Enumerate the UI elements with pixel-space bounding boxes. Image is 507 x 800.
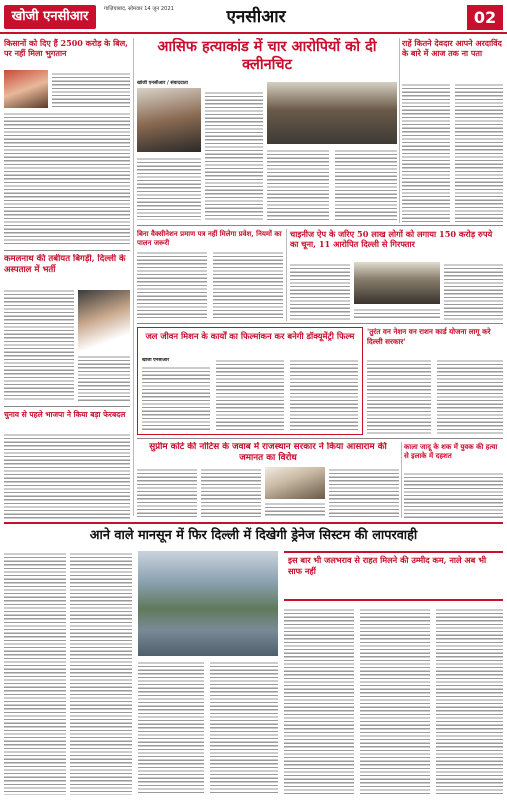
film-body-2 [216, 358, 284, 431]
left-story-3 [4, 410, 130, 520]
film-body-3 [290, 358, 358, 431]
column-rule [133, 38, 134, 516]
bottom-story [4, 527, 503, 797]
bottom-headline: आने वाले मानसून में फिर दिल्ली में दिखेगी ड्रेनेज सिस्टम की लापरवाही [89, 528, 418, 543]
divider [4, 522, 503, 524]
left-story-3-body [4, 432, 130, 520]
left-story-1-body [52, 71, 130, 108]
right-bottom-body [404, 471, 503, 518]
left-story-2-body [4, 288, 74, 402]
divider [137, 438, 503, 439]
court-headline: सुप्रीम कोर्ट की नोटिस के जवाब में राजस्थान सरकार ने किया आसाराम की जमानत का विरोध [149, 442, 387, 463]
left-story-2-photo [78, 290, 130, 350]
lead-photo-group [267, 82, 397, 144]
court-body-photo [265, 501, 325, 517]
right-bottom-story [404, 442, 503, 518]
left-story-1 [4, 38, 130, 248]
film-story [137, 327, 363, 435]
right-top-body-1 [402, 82, 450, 222]
bottom-photo-waterlogging [138, 551, 278, 656]
bottom-body-2 [70, 551, 132, 795]
court-body-1 [137, 467, 197, 517]
lead-body-2 [267, 148, 329, 220]
court-story [137, 442, 399, 518]
bottom-body-3 [284, 607, 354, 795]
left-story-2-headline: कमलनाथ की तबीयत बिगड़ी, दिल्ली के अस्पताल में भर्ती [4, 254, 126, 275]
mid-left-headline: बिना वैक्सीनेशन प्रमाण पत्र नहीं मिलेगा प्रवेश, नियमों का पालन जरूरी [137, 229, 282, 247]
film-headline: जल जीवन मिशन के कार्यों का फिल्मांकन कर बनेगी डॉक्यूमेंट्री फिल्म [145, 331, 355, 341]
right-top-body-2 [455, 82, 503, 222]
left-story-2-body-2 [78, 354, 130, 402]
chain-body-1 [290, 262, 350, 320]
right-top-story [402, 38, 503, 223]
column-rule [401, 442, 402, 518]
section-name: एनसीआर [226, 7, 286, 27]
right-top-headline: राहें कितने देवदार आपने अरदाविंद के बारे में आज तक ना पता [402, 38, 502, 58]
ration-headline: 'तुरंत वन नेशन वन राशन कार्ड योजना लागू करे दिल्ली सरकार' [367, 327, 491, 346]
chain-headline: चाइनीज ऐप के जरिए 50 लाख लोगों को लगाया 150 करोड़ रुपये का चूना, 11 आरोपित दिल्ली से गिरफ्तार [290, 229, 493, 250]
mid-left-story [137, 229, 283, 319]
chain-body-2 [444, 262, 503, 320]
page-number: 02 [473, 8, 497, 27]
lead-body-3 [335, 148, 397, 220]
date-line: गाज़ियाबाद, सोमवार 14 जून 2021 [104, 6, 174, 12]
lead-story [137, 38, 397, 223]
film-body-1 [142, 365, 210, 431]
lead-headline: आसिफ हत्याकांड में चार आरोपियों को दी क्लीनचिट [157, 38, 377, 73]
chain-photo [354, 262, 440, 304]
film-byline: खोजी एनसीआर [142, 358, 170, 363]
bottom-callout: इस बार भी जलभराव से राहत मिलने की उम्मीद कम, नाले अब भी साफ नहीं [288, 555, 487, 576]
bottom-body-photo-2 [210, 660, 278, 795]
lead-byline: खोजी एनसीआर / संवाददाता [137, 81, 188, 86]
divider [4, 406, 130, 407]
ration-story [367, 327, 503, 435]
bottom-body-4 [360, 607, 430, 795]
chain-body-photo [354, 307, 440, 320]
mid-left-body-1 [137, 250, 207, 318]
left-story-1-headline: किसानों को दिए हैं 2500 करोड़ के बिल, पर नहीं मिला भुगतान [4, 38, 128, 58]
court-body-2 [201, 467, 261, 517]
chain-story [290, 229, 503, 321]
left-story-1-body-2 [4, 111, 130, 246]
ration-body-2 [437, 358, 503, 435]
lead-body-1 [205, 90, 263, 220]
divider [4, 250, 130, 251]
paper-logo-text: खोजी एनसीआर [11, 9, 89, 24]
lead-body-0 [137, 156, 201, 220]
left-story-3-headline: चुनाव से पहले भाजपा ने किया बड़ा फेरबदल [4, 410, 126, 419]
court-body-3 [329, 467, 399, 517]
bottom-body-1 [4, 551, 66, 795]
divider [137, 225, 503, 226]
ration-body-1 [367, 358, 431, 435]
left-story-1-photo [4, 70, 48, 108]
divider [137, 323, 503, 324]
bottom-body-5 [436, 607, 503, 795]
mid-left-body-2 [213, 250, 283, 318]
column-rule [286, 229, 287, 321]
masthead [0, 0, 507, 34]
court-photo-asaram [265, 467, 325, 499]
left-story-2 [4, 254, 130, 404]
masthead-rule [0, 32, 507, 34]
bottom-body-photo [138, 660, 204, 795]
column-rule [399, 38, 400, 223]
right-bottom-headline: काला जादू के शक में युवक की हत्या से इलाके में दहशत [404, 442, 498, 460]
lead-photo-accused [137, 88, 201, 152]
